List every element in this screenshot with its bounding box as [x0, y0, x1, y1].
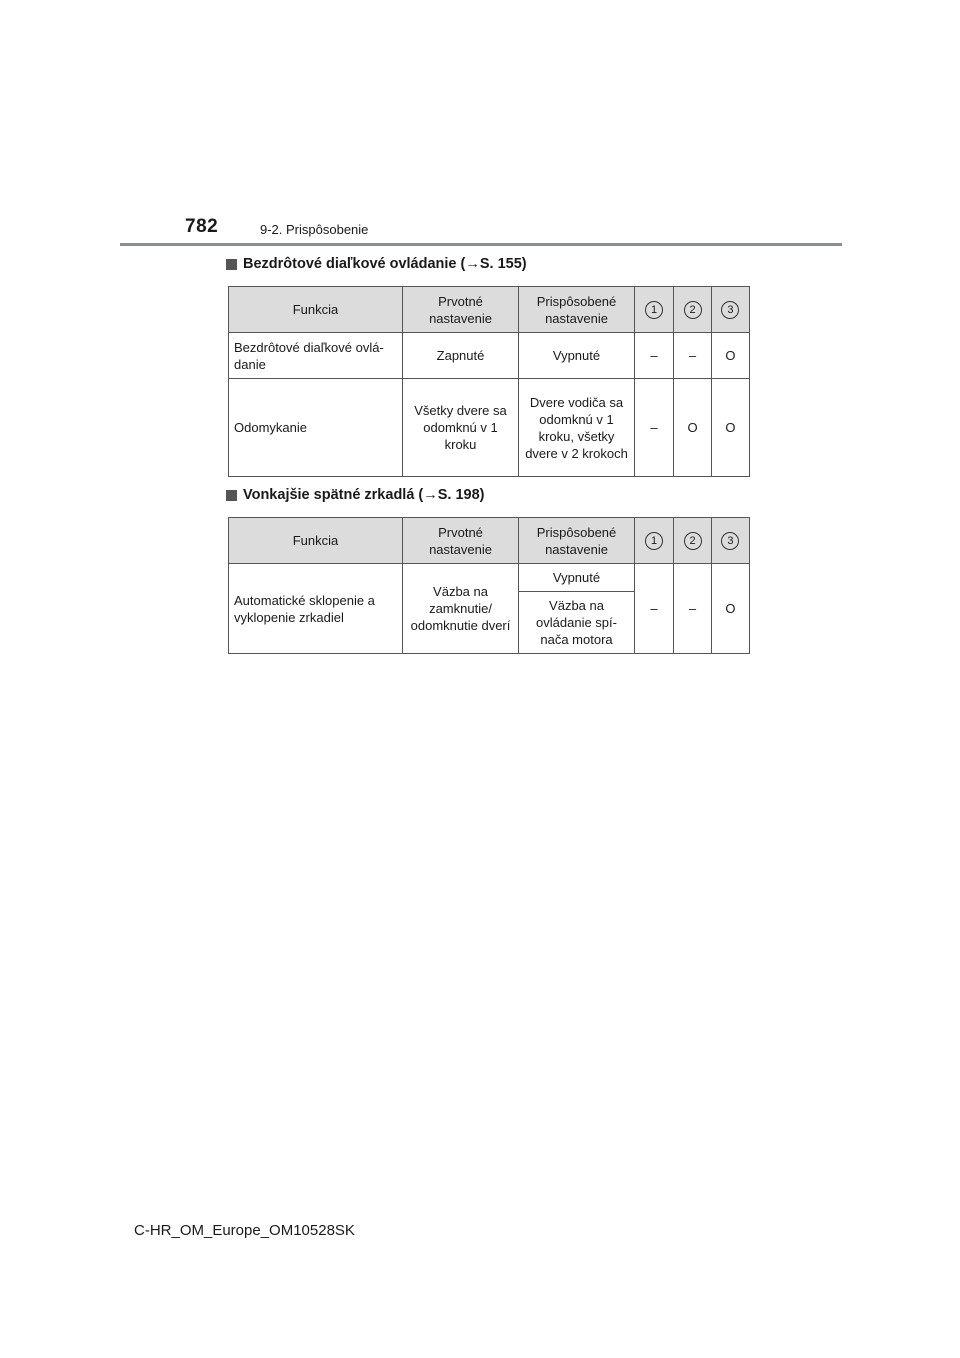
col-header-initial: Prvotné nastavenie	[403, 287, 519, 333]
cell-c3: O	[711, 379, 749, 477]
square-bullet-icon	[226, 259, 237, 270]
cell-c3: O	[711, 333, 749, 379]
col-header-3	[711, 518, 749, 564]
cell-custom-option-1: Vypnuté	[519, 564, 635, 592]
col-header-custom: Prispôsobené nastavenie	[519, 287, 635, 333]
cell-function: Automatické sklopenie a vyklopenie zrkadiel	[229, 564, 403, 654]
section-heading-text: Vonkajšie spätné zrkadlá (→S. 198)	[243, 487, 485, 503]
cell-c1: –	[635, 564, 674, 654]
cell-c1: –	[635, 333, 674, 379]
mirror-settings-table	[228, 517, 750, 654]
table-row	[229, 333, 750, 379]
circled-number-1: 1	[645, 301, 663, 319]
cell-custom: Vypnuté	[519, 333, 635, 379]
col-header-initial: Prvotné nastavenie	[403, 518, 519, 564]
col-header-1	[635, 287, 674, 333]
cell-custom-option-2: Väzba na ovládanie spí-nača motora	[519, 592, 635, 654]
cell-function: Bezdrôtové diaľkové ovlá-danie	[229, 333, 403, 379]
col-header-1	[635, 518, 674, 564]
section-heading-mirrors	[226, 487, 485, 503]
section-heading-remote	[226, 256, 527, 272]
square-bullet-icon	[226, 490, 237, 501]
circled-number-1: 1	[645, 532, 663, 550]
cell-function: Odomykanie	[229, 379, 403, 477]
table-row	[229, 564, 750, 592]
col-header-custom: Prispôsobené nastavenie	[519, 518, 635, 564]
circled-number-3: 3	[721, 301, 739, 319]
header-rule	[120, 243, 842, 246]
table-header-row	[229, 287, 750, 333]
cell-custom: Dvere vodiča sa odomknú v 1 kroku, všetky dvere v 2 krokoch	[519, 379, 635, 477]
page-number: 782	[185, 216, 219, 237]
circled-number-3: 3	[721, 532, 739, 550]
section-title: 9-2. Prispôsobenie	[260, 222, 369, 237]
col-header-function: Funkcia	[229, 518, 403, 564]
remote-settings-table	[228, 286, 750, 477]
circled-number-2: 2	[684, 301, 702, 319]
cell-c2: –	[674, 333, 712, 379]
col-header-2	[674, 287, 712, 333]
table-header-row	[229, 518, 750, 564]
circled-number-2: 2	[684, 532, 702, 550]
cell-c1: –	[635, 379, 674, 477]
cell-initial: Zapnuté	[403, 333, 519, 379]
cell-c2: –	[674, 564, 712, 654]
col-header-function: Funkcia	[229, 287, 403, 333]
section-heading-text: Bezdrôtové diaľkové ovládanie (→S. 155)	[243, 256, 527, 272]
table-row	[229, 379, 750, 477]
cell-c3: O	[711, 564, 749, 654]
col-header-2	[674, 518, 712, 564]
footer-doc-id: C-HR_OM_Europe_OM10528SK	[134, 1222, 355, 1239]
col-header-3	[711, 287, 749, 333]
cell-initial: Všetky dvere sa odomknú v 1 kroku	[403, 379, 519, 477]
cell-c2: O	[674, 379, 712, 477]
cell-initial: Väzba na zamknutie/ odomknutie dverí	[403, 564, 519, 654]
